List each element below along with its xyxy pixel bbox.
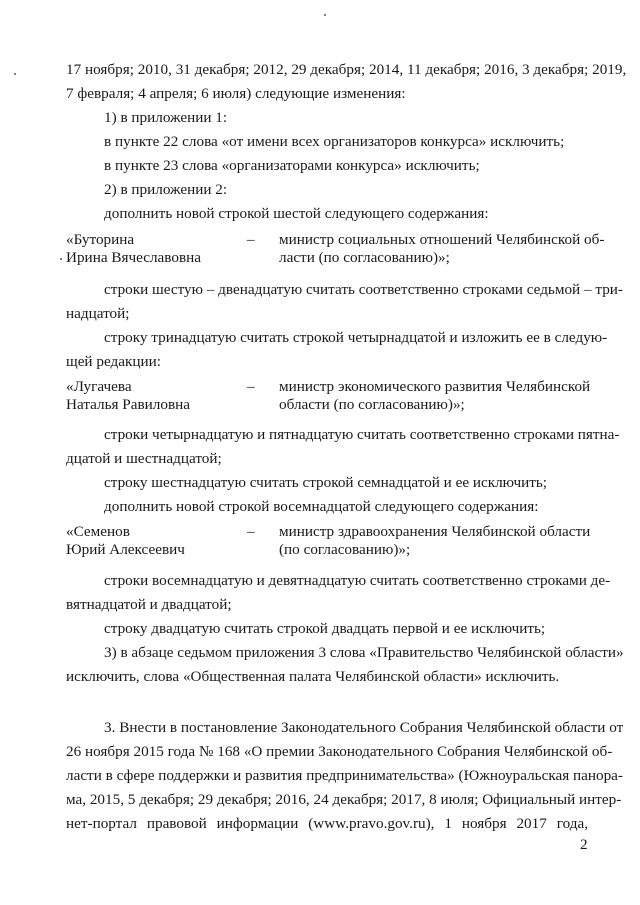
text-line: строку тринадцатую считать строкой четырнадцатой и изложить ее в следую- xyxy=(104,329,608,346)
entry-dash: – xyxy=(247,378,255,395)
text-line: надцатой; xyxy=(66,305,130,322)
text-line: нет-портал правовой информации (www.pravo.gov.ru), 1 ноября 2017 года, xyxy=(66,815,588,832)
entry-role-line: министр экономического развития Челябинской xyxy=(279,378,591,395)
text-line: дополнить новой строкой восемнадцатой следующего содержания: xyxy=(104,498,539,515)
text-line: 7 февраля; 4 апреля; 6 июля) следующие изменения: xyxy=(66,85,406,102)
entry-dash: – xyxy=(247,523,255,540)
scan-speck xyxy=(60,258,62,260)
scan-speck xyxy=(14,73,16,75)
text-line: 1) в приложении 1: xyxy=(104,109,228,126)
text-line: ма, 2015, 5 декабря; 29 декабря; 2016, 24 декабря; 2017, 8 июля; Официальный интер- xyxy=(66,791,622,808)
text-line: дополнить новой строкой шестой следующего содержания: xyxy=(104,205,489,222)
entry-role-line: ласти (по согласованию)»; xyxy=(279,249,450,266)
text-line: 3) в абзаце седьмом приложения 3 слова «Правительство Челябинской области» xyxy=(104,644,624,661)
text-line: вятнадцатой и двадцатой; xyxy=(66,596,232,613)
entry-name-given: Юрий Алексеевич xyxy=(66,541,185,558)
entry-role-line: министр здравоохранения Челябинской области xyxy=(279,523,591,540)
text-line: 3. Внести в постановление Законодательного Собрания Челябинской области от xyxy=(104,719,624,736)
text-line: строку шестнадцатую считать строкой семнадцатой и ее исключить; xyxy=(104,474,548,491)
text-line: строку двадцатую считать строкой двадцать первой и ее исключить; xyxy=(104,620,546,637)
scan-speck xyxy=(324,14,326,16)
entry-name-surname: «Буторина xyxy=(66,231,135,248)
text-line: в пункте 22 слова «от имени всех организаторов конкурса» исключить; xyxy=(104,133,565,150)
text-line: исключить, слова «Общественная палата Челябинской области» исключить. xyxy=(66,668,560,685)
entry-name-given: Ирина Вячеславовна xyxy=(66,249,201,266)
entry-dash: – xyxy=(247,231,255,248)
entry-name-surname: «Семенов xyxy=(66,523,130,540)
text-line: строки шестую – двенадцатую считать соответственно строками седьмой – три- xyxy=(104,281,623,298)
text-line: 2) в приложении 2: xyxy=(104,181,228,198)
text-line: щей редакции: xyxy=(66,353,161,370)
page-number: 2 xyxy=(580,836,588,853)
text-line: строки четырнадцатую и пятнадцатую считать соответственно строками пятна- xyxy=(104,426,620,443)
entry-role-line: области (по согласованию)»; xyxy=(279,396,465,413)
entry-role-line: министр социальных отношений Челябинской об- xyxy=(279,231,605,248)
text-line: в пункте 23 слова «организаторами конкурса» исключить; xyxy=(104,157,480,174)
text-line: 17 ноября; 2010, 31 декабря; 2012, 29 декабря; 2014, 11 декабря; 2016, 3 декабря; 2019, xyxy=(66,61,627,78)
text-line: дцатой и шестнадцатой; xyxy=(66,450,222,467)
text-line: ласти в сфере поддержки и развития предпринимательства» (Южноуральская панора- xyxy=(66,767,623,784)
text-line: 26 ноября 2015 года № 168 «О премии Законодательного Собрания Челябинской об- xyxy=(66,743,613,760)
entry-name-given: Наталья Равиловна xyxy=(66,396,190,413)
entry-name-surname: «Лугачева xyxy=(66,378,132,395)
entry-role-line: (по согласованию)»; xyxy=(279,541,411,558)
text-line: строки восемнадцатую и девятнадцатую считать соответственно строками де- xyxy=(104,572,611,589)
